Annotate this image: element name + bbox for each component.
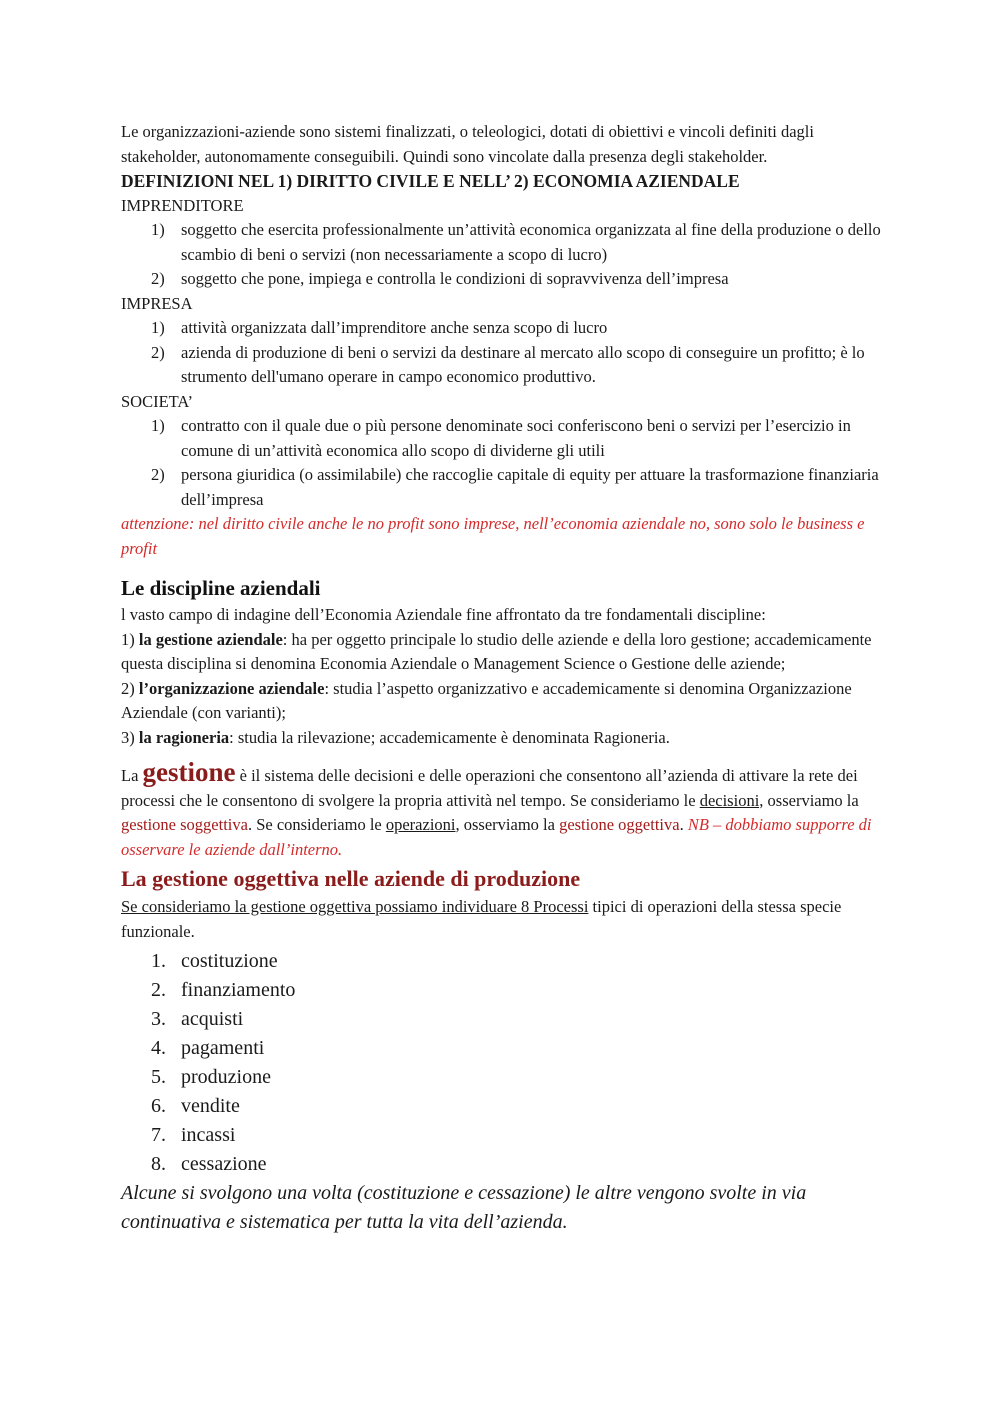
process-number: 3. [151, 1008, 166, 1030]
list-text: soggetto che pone, impiega e controlla le condizioni di sopravvivenza dell’impresa [181, 269, 729, 288]
attention-note: attenzione: nel diritto civile anche le no profit sono imprese, nell’economia aziendale no, sono solo le business e profit [121, 514, 865, 558]
process-item [121, 1005, 891, 1034]
oggettiva-intro-rest: tipici di operazioni della stessa specie funzionale. [121, 897, 842, 941]
process-label: finanziamento [181, 979, 296, 1001]
definitions-title: DEFINIZIONI NEL 1) DIRITTO CIVILE E NELL’ 2) ECONOMIA AZIENDALE [121, 171, 740, 191]
discipline-item [121, 726, 891, 751]
list-item [121, 463, 891, 512]
definition-list [121, 414, 891, 512]
discipline-item [121, 677, 891, 726]
closing-paragraph: Alcune si svolgono una volta (costituzione e cessazione) le altre vengono svolte in via continuativa e sistematica per tutta la vita dell’azienda. [121, 1182, 807, 1233]
list-item [121, 414, 891, 463]
operazioni-term: operazioni [385, 815, 456, 834]
definition-list [121, 218, 891, 292]
list-number: 1) [151, 416, 165, 435]
discipline-number: 3) [121, 727, 139, 747]
process-label: vendite [181, 1095, 240, 1117]
list-item [121, 316, 891, 341]
intro-paragraph: Le organizzazioni-aziende sono sistemi finalizzati, o teleologici, dotati di obiettivi e vincoli definiti dagli stakeholder, autonomamente conseguibili. Quindi sono vincolate dalla presenza degli stakeholder. [121, 122, 814, 166]
gestione-pre: La [121, 766, 143, 785]
process-label: pagamenti [181, 1037, 265, 1059]
list-text: persona giuridica (o assimilabile) che raccoglie capitale di equity per attuare la trasformazione finanziaria dell’impresa [181, 465, 879, 509]
gestione-text: è il sistema delle decisioni e delle operazioni che consentono all’azienda di attivare la rete dei processi che le consentono di svolgere la propria attività nel tempo. Se consideriamo le [121, 766, 858, 810]
discipline-number: 2) [121, 678, 139, 698]
gestione-soggettiva-term: gestione soggettiva [121, 815, 248, 834]
disciplines-heading: Le discipline aziendali [121, 576, 321, 600]
process-list [121, 947, 891, 1179]
list-number: 2) [151, 269, 165, 288]
definition-societa [121, 390, 891, 513]
process-item [121, 1121, 891, 1150]
definition-list [121, 316, 891, 390]
oggettiva-intro [121, 895, 891, 944]
gestione-text: osserviamo la [763, 790, 859, 810]
process-label: incassi [181, 1124, 236, 1146]
process-label: cessazione [181, 1153, 267, 1175]
gestione-paragraph [121, 757, 891, 862]
gestione-text: . Se consideriamo le [247, 815, 386, 834]
list-number: 1) [151, 220, 165, 239]
gestione-oggettiva-term: gestione oggettiva [559, 815, 680, 834]
list-text: azienda di produzione di beni o servizi da destinare al mercato allo scopo di conseguire un profitto; è lo strumento dell'umano operare in campo economico produttivo. [181, 342, 865, 386]
process-label: produzione [181, 1066, 271, 1088]
definition-term: IMPRENDITORE [121, 195, 244, 215]
list-item [121, 218, 891, 267]
process-item [121, 1063, 891, 1092]
process-item [121, 1034, 891, 1063]
definition-impresa [121, 292, 891, 390]
process-number: 6. [151, 1095, 166, 1117]
disciplines-intro: l vasto campo di indagine dell’Economia Aziendale fine affrontato da tre fondamentali discipline: [121, 605, 766, 624]
list-text: soggetto che esercita professionalmente un’attività economica organizzata al fine della produzione o dello scambio di beni o servizi (non necessariamente a scopo di lucro) [181, 220, 881, 264]
list-number: 1) [151, 318, 165, 337]
gestione-text: . [679, 815, 688, 834]
process-item [121, 947, 891, 976]
process-number: 7. [151, 1124, 166, 1146]
process-label: acquisti [181, 1008, 244, 1030]
discipline-name: la gestione aziendale [138, 629, 283, 649]
discipline-name: l’organizzazione aziendale [138, 678, 325, 698]
gestione-text: , osserviamo la [455, 815, 560, 834]
process-item [121, 976, 891, 1005]
process-item [121, 1150, 891, 1179]
process-number: 8. [151, 1153, 166, 1175]
discipline-description: : studia la rilevazione; accademicamente è denominata Ragioneria. [229, 727, 670, 747]
spacer [121, 750, 891, 760]
list-number: 2) [151, 465, 165, 484]
discipline-name: la ragioneria [138, 727, 230, 747]
gestione-keyword: gestione [142, 757, 236, 787]
oggettiva-heading: La gestione oggettiva nelle aziende di produzione [121, 866, 581, 891]
process-number: 5. [151, 1066, 166, 1088]
process-number: 2. [151, 979, 166, 1001]
list-text: contratto con il quale due o più persone denominate soci conferiscono beni o servizi per l’esercizio in comune di un’attività economica allo scopo di dividerne gli utili [181, 416, 851, 460]
discipline-item [121, 628, 891, 677]
process-number: 1. [151, 950, 166, 972]
definition-term: IMPRESA [121, 293, 193, 313]
discipline-number: 1) [121, 629, 139, 649]
oggettiva-intro-underlined: Se consideriamo la gestione oggettiva possiamo individuare 8 Processi [121, 897, 589, 916]
document-page [121, 120, 891, 1237]
process-item [121, 1092, 891, 1121]
list-item [121, 341, 891, 390]
process-number: 4. [151, 1037, 166, 1059]
list-item [121, 267, 891, 292]
nb-note: NB – dobbiamo supporre di osservare le aziende dall’interno. [121, 815, 872, 859]
list-text: attività organizzata dall’imprenditore anche senza scopo di lucro [181, 318, 608, 337]
definition-term: SOCIETA’ [121, 391, 194, 411]
discipline-description: : ha per oggetto principale lo studio delle aziende e della loro gestione; accademicamente questa disciplina si denomina Economia Aziendale o Management Science o Gestione delle aziende; [121, 629, 872, 673]
decisioni-term: decisioni, [699, 790, 764, 810]
list-number: 2) [151, 342, 165, 362]
process-label: costituzione [181, 950, 278, 972]
discipline-description: : studia l’aspetto organizzativo e accademicamente si denomina Organizzazione Aziendale (con varianti); [121, 678, 852, 722]
definition-imprenditore [121, 194, 891, 292]
